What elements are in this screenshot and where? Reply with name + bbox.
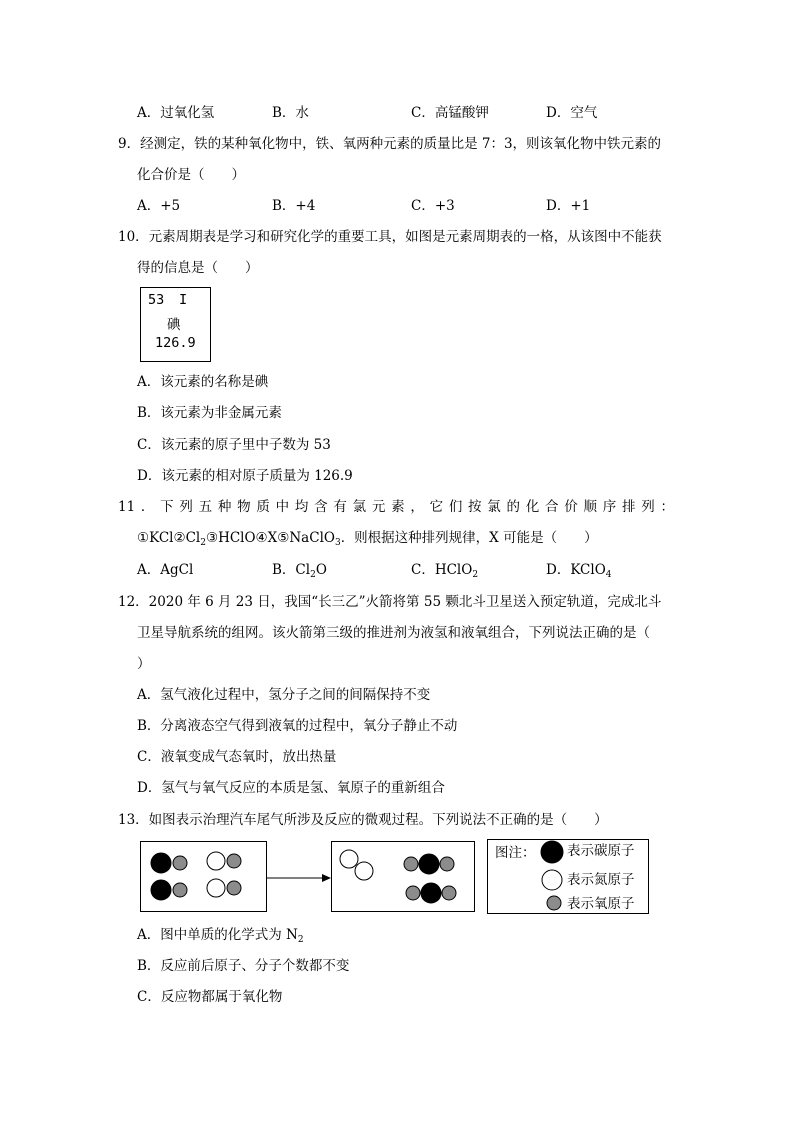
q9-option-b: B．+4 — [272, 198, 316, 214]
q12-stem-line2: 卫星导航系统的组网。该火箭第三级的推进剂为液氢和液氧组合，下列说法正确的是（ — [137, 625, 650, 641]
q13-stem-line1: 13．如图表示治理汽车尾气所涉及反应的微观过程。下列说法不正确的是（ ） — [118, 812, 608, 828]
q11-option-c: C．HClO$_2$ — [411, 562, 479, 580]
oxygen-atom — [173, 883, 187, 897]
legend-title: 图注： — [495, 845, 536, 861]
reactants-panel — [141, 842, 267, 912]
legend-oxygen-icon — [547, 896, 561, 910]
carbon-atom — [151, 853, 171, 873]
atomic-mass: 126.9 — [155, 335, 196, 351]
q10-option-b: B．该元素为非金属元素 — [137, 405, 282, 421]
q9-option-a: A．+5 — [137, 198, 181, 214]
legend-nitrogen-label: 表示氮原子 — [567, 872, 635, 888]
q8-option-b: B．水 — [272, 105, 309, 121]
legend-carbon-icon — [541, 841, 563, 863]
q13-option-a: A．图中单质的化学式为 $N_2$ — [137, 927, 304, 945]
periodic-table-cell — [140, 287, 211, 362]
q13-option-b: B．反应前后原子、分子个数都不变 — [137, 958, 350, 974]
q11-stem-line1: 11．下列五种物质中均含有氯元素，它们按氯的化合价顺序排列： — [118, 499, 674, 515]
carbon-atom — [151, 880, 171, 900]
q8-option-c: C．高锰酸钾 — [411, 105, 489, 121]
q10-option-d: D．该元素的相对原子质量为 126.9 — [137, 468, 353, 484]
q9-option-c: C．+3 — [411, 198, 455, 214]
oxygen-atom — [404, 857, 418, 871]
q9-option-d: D．+1 — [546, 198, 591, 214]
q10-option-a: A．该元素的名称是碘 — [137, 374, 269, 390]
q9-stem-line2: 化合价是（ ） — [137, 167, 245, 183]
legend-nitrogen-icon — [542, 870, 562, 890]
q11-option-d: D．KClO$_4$ — [546, 562, 612, 580]
arrow-head — [322, 874, 331, 882]
nitrogen-atom — [340, 850, 358, 868]
q11-option-a: A．AgCl — [137, 562, 194, 578]
carbon-atom — [421, 883, 441, 903]
q8-option-d: D．空气 — [546, 105, 598, 121]
q10-stem-line2: 得的信息是（ ） — [137, 260, 259, 276]
element-symbol: I — [179, 292, 188, 308]
q13-option-c: C．反应物都属于氧化物 — [137, 989, 283, 1005]
nitrogen-atom — [355, 862, 373, 880]
q12-option-a: A．氢气液化过程中，氢分子之间的间隔保持不变 — [137, 687, 431, 703]
reaction-diagram — [0, 835, 794, 925]
legend-carbon-label: 表示碳原子 — [567, 843, 635, 859]
q12-stem-line3: ） — [137, 656, 151, 672]
oxygen-atom — [173, 856, 187, 870]
oxygen-atom — [227, 854, 241, 868]
oxygen-atom — [440, 857, 454, 871]
q12-stem-line1: 12．2020 年 6 月 23 日，我国“长三乙”火箭将第 55 颗北斗卫星送入预定轨道，完成北斗 — [118, 594, 662, 610]
q11-option-b: B．$Cl_2O$ — [272, 562, 327, 580]
element-name: 碘 — [167, 317, 181, 333]
q10-option-c: C．该元素的原子里中子数为 53 — [137, 437, 331, 453]
q12-option-d: D．氢气与氧气反应的本质是氢、氧原子的重新组合 — [137, 780, 445, 796]
q10-stem-line1: 10．元素周期表是学习和研究化学的重要工具，如图是元素周期表的一格，从该图中不能获 — [118, 229, 662, 245]
legend-oxygen-label: 表示氧原子 — [567, 896, 635, 912]
q9-stem-line1: 9．经测定，铁的某种氧化物中，铁、氧两种元素的质量比是 7：3，则该氧化物中铁元素的 — [118, 136, 662, 152]
carbon-atom — [419, 854, 439, 874]
atomic-number: 53 — [148, 292, 165, 308]
oxygen-atom — [227, 881, 241, 895]
q11-stem-line2: $①KCl②Cl_2③HClO④X⑤NaClO_3$．则根据这种排列规律，X 可能是（ ） — [137, 530, 598, 548]
oxygen-atom — [406, 886, 420, 900]
nitrogen-atom — [207, 879, 225, 897]
oxygen-atom — [442, 886, 456, 900]
nitrogen-atom — [207, 852, 225, 870]
q12-option-c: C．液氧变成气态氧时，放出热量 — [137, 749, 337, 765]
q12-option-b: B．分离液态空气得到液氧的过程中，氧分子静止不动 — [137, 718, 458, 734]
q8-option-a: A．过氧化氢 — [137, 105, 215, 121]
